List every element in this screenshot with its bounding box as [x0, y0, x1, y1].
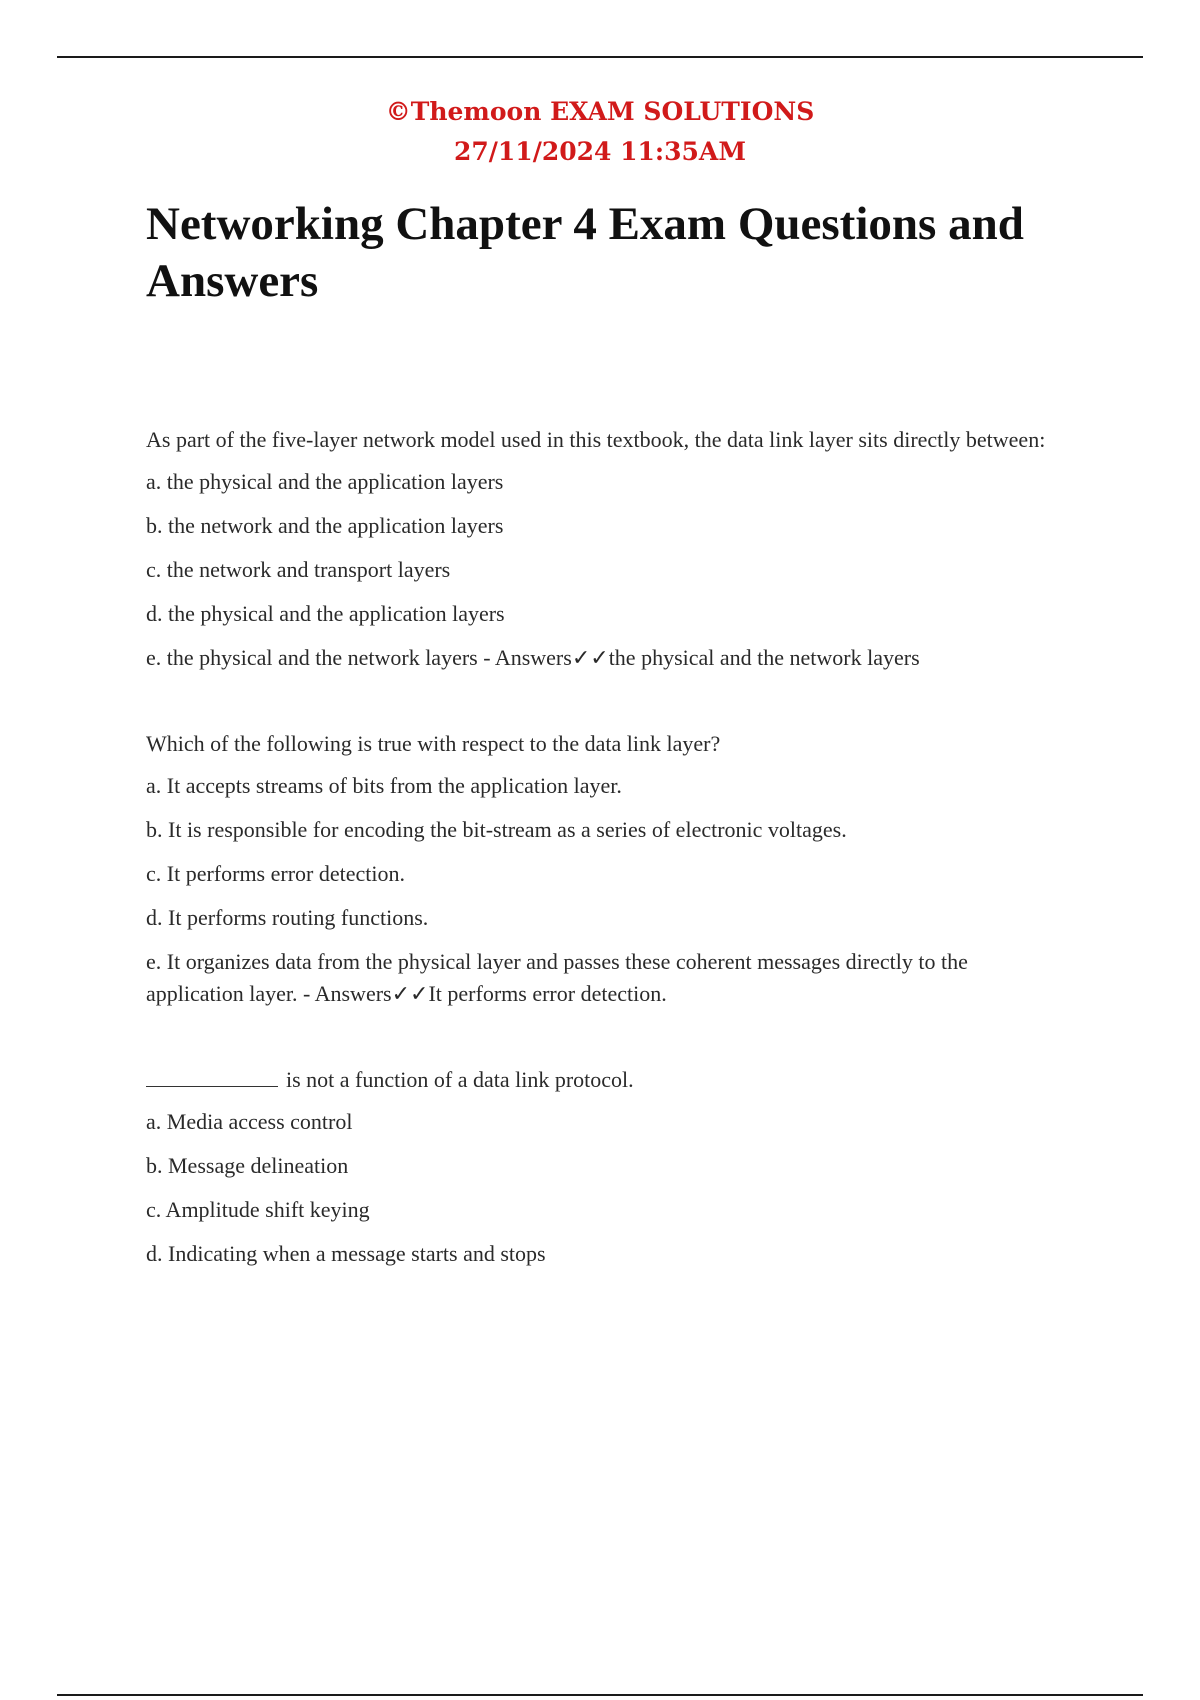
header-copyright: ©Themoon EXAM SOLUTIONS [385, 97, 815, 126]
option-e-answer: e. the physical and the network layers - Answers✓✓the physical and the network layers [146, 645, 920, 670]
question-text: is not a function of a data link protocol. [286, 1067, 634, 1092]
document-body [146, 424, 1066, 1324]
question-2 [146, 728, 1066, 1010]
question-1 [146, 424, 1066, 674]
question-3 [146, 1064, 1066, 1270]
option-d: d. It performs routing functions. [146, 905, 429, 930]
option-d: d. the physical and the application layers [146, 601, 505, 626]
question-text: Which of the following is true with respect to the data link layer? [146, 731, 721, 756]
option-a: a. Media access control [146, 1109, 353, 1134]
option-e-answer: e. It organizes data from the physical layer and passes these coherent messages directly to the application layer. - Answers✓✓It performs error detection. [146, 949, 968, 1006]
watermark-header [0, 92, 1200, 172]
option-c: c. the network and transport layers [146, 557, 451, 582]
option-b: b. the network and the application layers [146, 513, 504, 538]
question-text-with-blank [146, 1064, 1066, 1096]
option-b: b. It is responsible for encoding the bit-stream as a series of electronic voltages. [146, 817, 847, 842]
header-date: 27/11/2024 11:35AM [453, 137, 746, 166]
option-c: c. Amplitude shift keying [146, 1197, 370, 1222]
option-b: b. Message delineation [146, 1153, 349, 1178]
option-d: d. Indicating when a message starts and stops [146, 1241, 546, 1266]
option-c: c. It performs error detection. [146, 861, 405, 886]
option-a: a. the physical and the application layers [146, 469, 504, 494]
question-text: As part of the five-layer network model used in this textbook, the data link layer sits directly between: [146, 427, 1046, 452]
document-title: Networking Chapter 4 Exam Questions and Answers [146, 198, 1024, 307]
option-a: a. It accepts streams of bits from the application layer. [146, 773, 622, 798]
top-rule [57, 56, 1143, 58]
fill-in-blank [146, 1066, 278, 1087]
bottom-rule [57, 1694, 1143, 1696]
